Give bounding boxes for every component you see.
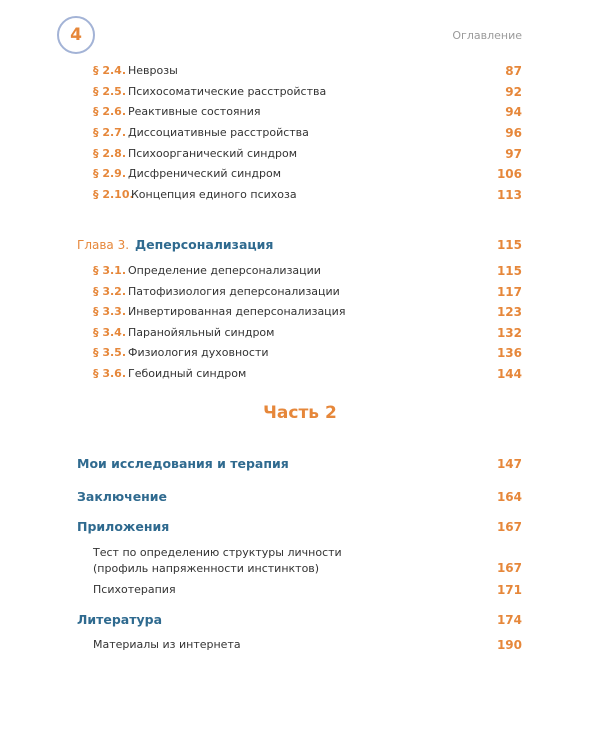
section-page: 97 [505,147,522,161]
toc-chapter-3[interactable] [77,237,273,252]
chapter-title: Деперсонализация [135,237,274,252]
section-label: § 2.10. [93,188,134,201]
chapter-label: Глава 3. [77,238,130,252]
section-label: § 3.5. [93,346,126,359]
section-page: 94 [505,105,522,119]
toc-section-2-7[interactable] [93,126,309,139]
section-label: § 3.2. [93,285,126,298]
appendix-title-line-2: (профиль напряженности инстинктов) [93,562,320,575]
section-title: Концепция единого психоза [131,188,297,201]
section-title: Патофизиология деперсонализации [128,285,340,298]
toc-section-3-3[interactable] [93,305,345,318]
section-page: 96 [505,126,522,140]
conclusion-title: Заключение [77,489,168,504]
section-label: § 3.6. [93,367,126,380]
toc-literature[interactable] [77,612,162,627]
toc-section-2-9[interactable] [93,167,281,180]
toc-appendix-psychotherapy[interactable] [93,583,176,596]
toc-section-2-6[interactable] [93,105,261,118]
appendix-page: 171 [496,583,522,597]
toc-section-2-4[interactable] [93,64,178,77]
section-title: Инвертированная деперсонализация [128,305,346,318]
toc-appendices[interactable] [77,519,169,534]
section-label: § 3.1. [93,264,126,277]
research-title: Мои исследования и терапия [77,456,289,471]
section-page: 132 [496,326,522,340]
section-label: § 2.8. [93,147,126,160]
section-label: § 2.6. [93,105,126,118]
chapter-page: 115 [496,238,522,252]
section-page: 123 [496,305,522,319]
appendix-page: 167 [496,561,522,575]
section-page: 113 [496,188,522,202]
section-label: § 2.5. [93,85,126,98]
conclusion-page: 164 [496,490,522,504]
toc-section-3-5[interactable] [93,346,269,359]
section-label: § 3.4. [93,326,126,339]
section-title: Психосоматические расстройства [128,85,327,98]
appendices-title: Приложения [77,519,170,534]
section-title: Гебоидный синдром [128,367,247,380]
literature-page: 174 [496,613,522,627]
appendices-page: 167 [496,520,522,534]
toc-section-3-4[interactable] [93,326,274,339]
section-page: 106 [496,167,522,181]
section-label: § 2.7. [93,126,126,139]
part-2-title: Часть 2 [263,403,337,423]
section-page: 115 [496,264,522,278]
toc-section-2-8[interactable] [93,147,297,160]
research-page: 147 [496,457,522,471]
section-title: Физиология духовности [128,346,269,359]
running-header-title: Оглавление [452,29,522,42]
section-title: Диссоциативные расстройства [128,126,309,139]
appendix-title-line-1: Тест по определению структуры личности [93,546,342,559]
toc-section-2-10[interactable] [93,188,297,201]
toc-research[interactable] [77,456,289,471]
section-page: 117 [496,285,522,299]
toc-section-2-5[interactable] [93,85,326,98]
appendix-title: Психотерапия [93,583,176,596]
page-number-badge: 4 [57,16,95,54]
section-title: Реактивные состояния [128,105,261,118]
section-page: 92 [505,85,522,99]
section-page: 144 [496,367,522,381]
section-page: 87 [505,64,522,78]
section-title: Дисфренический синдром [128,167,282,180]
section-title: Психоорганический синдром [128,147,298,160]
section-label: § 3.3. [93,305,126,318]
toc-section-3-2[interactable] [93,285,340,298]
toc-conclusion[interactable] [77,489,167,504]
toc-appendix-test[interactable] [93,545,342,577]
section-title: Определение деперсонализации [128,264,321,277]
section-label: § 2.9. [93,167,126,180]
toc-section-3-1[interactable] [93,264,321,277]
toc-internet-materials[interactable] [93,638,241,651]
literature-item-page: 190 [496,638,522,652]
section-title: Неврозы [128,64,178,77]
section-label: § 2.4. [93,64,126,77]
toc-section-3-6[interactable] [93,367,246,380]
literature-title: Литература [77,612,163,627]
literature-item-title: Материалы из интернета [93,638,241,651]
section-title: Паранойяльный синдром [128,326,275,339]
section-page: 136 [496,346,522,360]
